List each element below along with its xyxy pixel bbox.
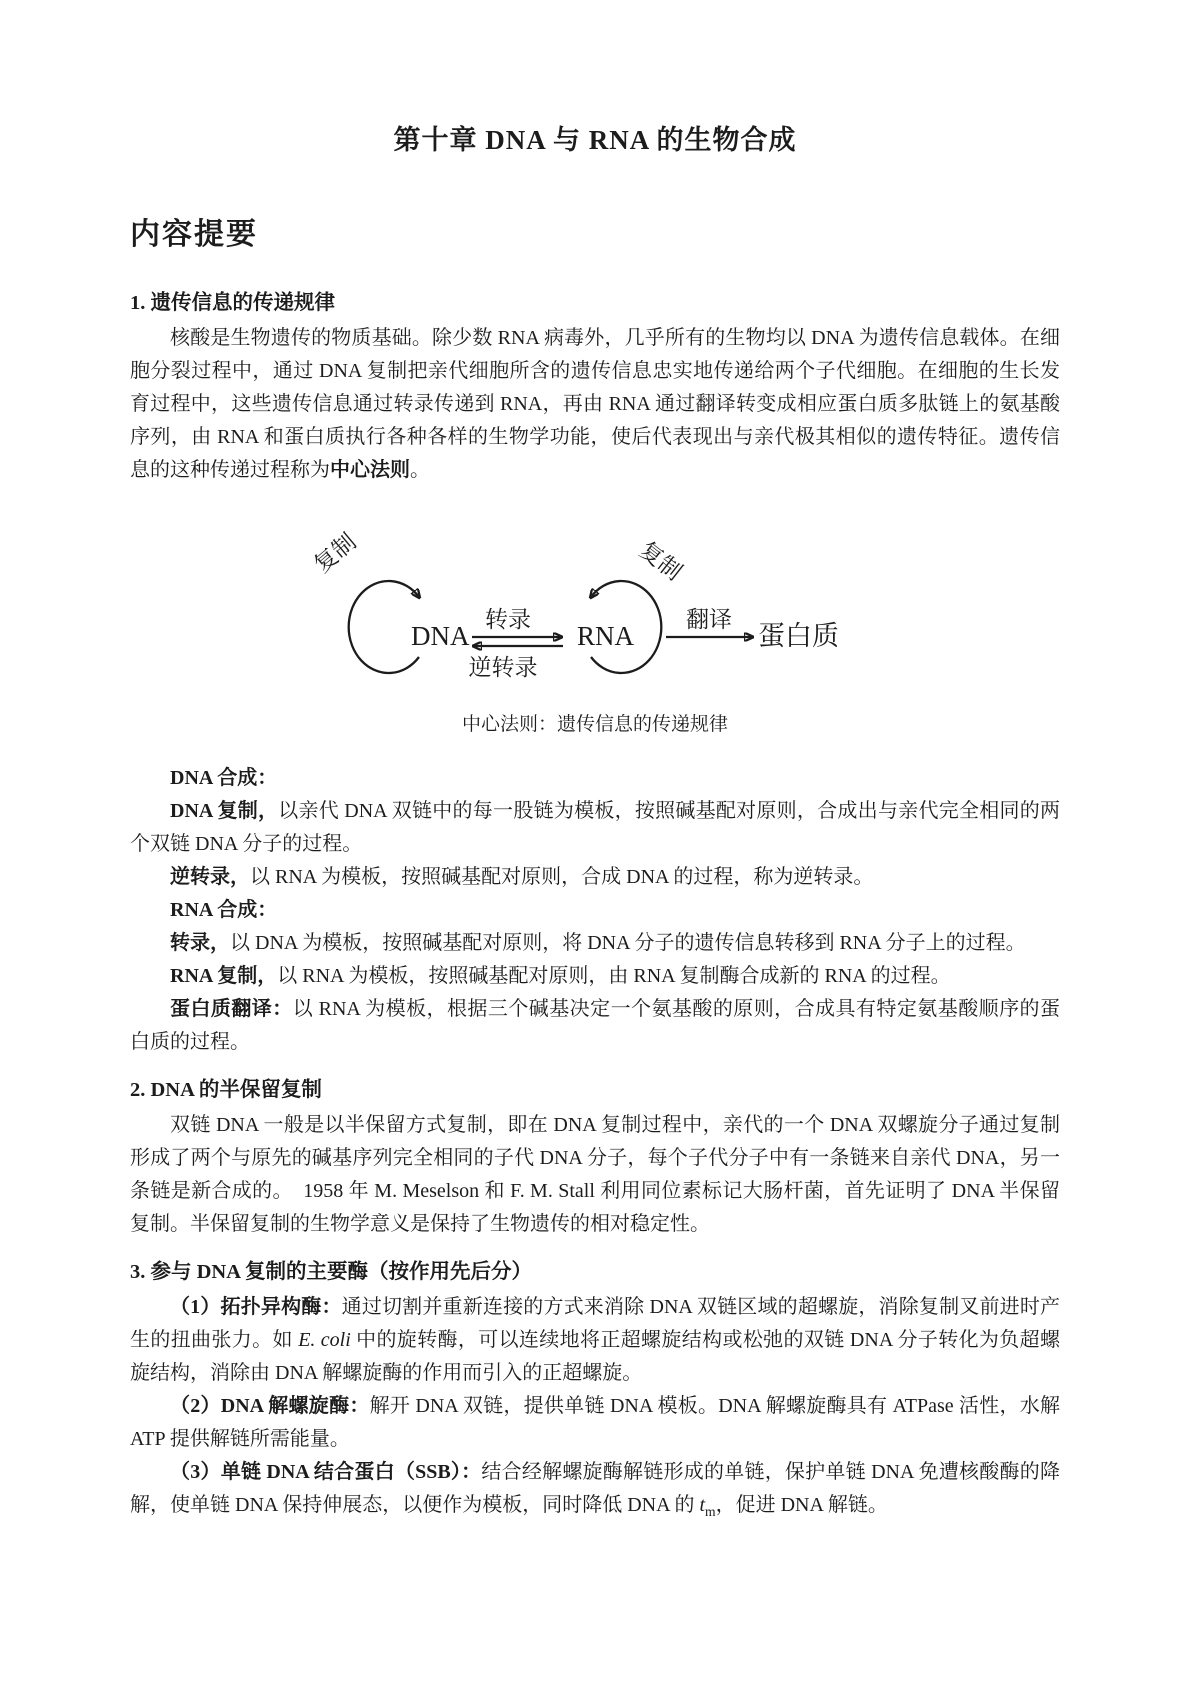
section-heading: 1. 遗传信息的传递规律 <box>130 292 335 314</box>
summary-heading: 内容提要 <box>130 218 258 251</box>
paragraph: （3）单链 DNA 结合蛋白（SSB）：结合经解螺旋酶解链形成的单链，保护单链 DNA 免遭核酸酶的降解，使单链 DNA 保持伸展态，以便作为模板，同时降低 DNA 的 $t_m$，促进 DNA 解链。 <box>130 1461 1060 1519</box>
paragraph: RNA 合成： <box>170 899 278 921</box>
dna-replication-loop-arrow <box>349 581 419 673</box>
section-heading: 3. 参与 DNA 复制的主要酶（按作用先后分） <box>130 1261 533 1283</box>
main-text <box>130 762 1060 1528</box>
dna-node: DNA <box>411 621 470 651</box>
paragraph: 核酸是生物遗传的物质基础。除少数 RNA 病毒外，几乎所有的生物均以 DNA 为遗传信息载体。在细胞分裂过程中，通过 DNA 复制把亲代细胞所含的遗传信息忠实地传递给两个子代细胞。在细胞的生长发育过程中，这些遗传信息通过转录传递到 RNA，再由 RNA 通过翻译转变成相应蛋白质多肽链上的氨基酸序列，由 RNA 和蛋白质执行各种各样的生物学功能，使后代表现出与亲代极其相似的遗传特征。遗传信息的这种传递过程称为中心法则。 <box>130 327 1060 481</box>
paragraph: DNA 合成： <box>170 767 278 789</box>
section-heading: 2. DNA 的半保留复制 <box>130 1079 322 1101</box>
paragraph: 蛋白质翻译：以 RNA 为模板，根据三个碱基决定一个氨基酸的原则，合成具有特定氨基酸顺序的蛋白质的过程。 <box>130 998 1061 1053</box>
translation-label: 翻译 <box>686 607 732 632</box>
figure-caption: 中心法则：遗传信息的传递规律 <box>461 714 728 735</box>
paragraph: RNA 复制，以 RNA 为模板，按照碱基配对原则，由 RNA 复制酶合成新的 RNA 的过程。 <box>170 965 951 987</box>
protein-node: 蛋白质 <box>758 621 839 651</box>
rna-node: RNA <box>577 621 635 651</box>
central-dogma-figure <box>130 515 1060 736</box>
paragraph: DNA 复制，以亲代 DNA 双链中的每一股链为模板，按照碱基配对原则，合成出与亲代完全相同的两个双链 DNA 分子的过程。 <box>130 800 1060 855</box>
paragraph: 双链 DNA 一般是以半保留方式复制，即在 DNA 复制过程中，亲代的一个 DNA 双螺旋分子通过复制形成了两个与原先的碱基序列完全相同的子代 DNA 分子，每个子代分子中有一条链来自亲代 DNA，另一条链是新合成的。 1958 年 M. Meselson 和 F. M. Stall 利用同位素标记大肠杆菌，首先证明了 DNA 半保留复制。半保留复制的生物学意义是保持了生物遗传的相对稳定性。 <box>130 1114 1060 1235</box>
paragraph: （1）拓扑异构酶：通过切割并重新连接的方式来消除 DNA 双链区域的超螺旋，消除复制叉前进时产生的扭曲张力。如 E. coli 中的旋转酶，可以连续地将正超螺旋结构或松弛的双链 DNA 分子转化为负超螺旋结构，消除由 DNA 解螺旋酶的作用而引入的正超螺旋。 <box>130 1296 1061 1384</box>
reverse-transcription-label: 逆转录 <box>468 655 538 680</box>
paragraph: 逆转录，以 RNA 为模板，按照碱基配对原则，合成 DNA 的过程，称为逆转录。 <box>170 866 874 888</box>
rna-replication-label: 复制 <box>634 537 687 586</box>
chapter-title: 第十章 DNA 与 RNA 的生物合成 <box>393 125 797 155</box>
transcription-label: 转录 <box>485 607 531 632</box>
paragraph: 转录，以 DNA 为模板，按照碱基配对原则，将 DNA 分子的遗传信息转移到 RNA 分子上的过程。 <box>170 932 1026 954</box>
central-dogma-svg <box>300 515 860 690</box>
dna-replication-label: 复制 <box>309 528 361 578</box>
central-dogma-diagram <box>300 515 860 695</box>
paragraph: （2）DNA 解螺旋酶：解开 DNA 双链，提供单链 DNA 模板。DNA 解螺旋酶具有 ATPase 活性，水解 ATP 提供解链所需能量。 <box>130 1395 1060 1450</box>
intro-text <box>130 287 1060 487</box>
